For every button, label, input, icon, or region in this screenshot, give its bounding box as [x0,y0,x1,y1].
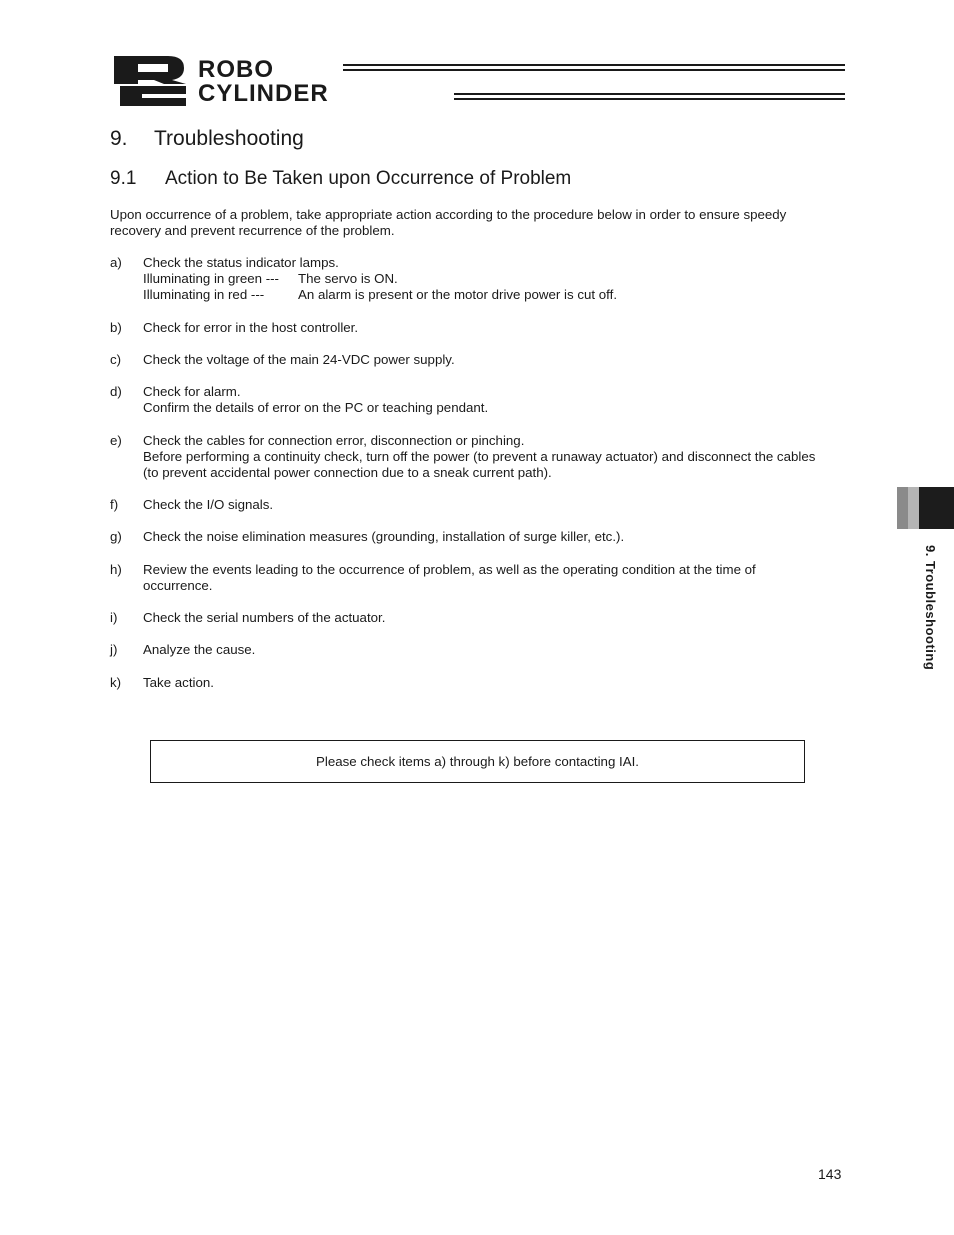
lamp-row-green [143,271,823,287]
item-text: Analyze the cause. [143,642,256,657]
item-letter: h) [110,562,122,577]
item-letter: a) [110,255,122,270]
side-tab-shade-mid [908,487,919,529]
item-letter: j) [110,642,118,657]
header-rule-bottom-1 [454,93,845,95]
item-text: Before performing a continuity check, turn off the power (to prevent a runaway actuator) and disconnect the cables (to prevent accidental power connection due to a sneak current path). [143,449,816,480]
item-text: Check the I/O signals. [143,497,274,512]
item-text: Check the serial numbers of the actuator. [143,610,386,625]
robo-cylinder-logo [112,54,846,110]
header-rule-top-1 [343,64,845,66]
lamp-label: Illuminating in green --- [143,271,279,286]
section-heading [110,127,304,151]
intro-paragraph: Upon occurrence of a problem, take appropriate action according to the procedure below in order to ensure speedy recovery and prevent recurrence of the problem. [110,207,787,238]
section-number: 9. [110,127,128,150]
item-letter: e) [110,433,122,448]
subsection-number: 9.1 [110,168,137,189]
header-rule-bottom-2 [454,98,845,100]
item-text: Take action. [143,675,214,690]
item-text: Check the status indicator lamps. [143,255,339,270]
item-letter: i) [110,610,118,625]
item-letter: f) [110,497,119,512]
item-text: Confirm the details of error on the PC or teaching pendant. [143,400,489,415]
lamp-row-red [143,287,823,303]
item-letter: b) [110,320,122,335]
item-text: Check for error in the host controller. [143,320,359,335]
logo-text-cylinder: CYLINDER [198,80,329,107]
page-number: 143 [818,1166,842,1182]
item-letter: g) [110,529,122,544]
item-letter: d) [110,384,122,399]
lamp-label: Illuminating in red --- [143,287,265,302]
lamp-value: An alarm is present or the motor drive power is cut off. [298,287,618,302]
contact-note-box: Please check items a) through k) before contacting IAI. [150,740,805,783]
item-text: Check the cables for connection error, disconnection or pinching. [143,433,525,448]
header-rule-top-2 [343,69,845,71]
subsection-title: Action to Be Taken upon Occurrence of Problem [165,168,572,189]
item-text: Review the events leading to the occurrence of problem, as well as the operating condition at the time of occurrence. [143,562,756,593]
logo-text-robo: ROBO [198,56,274,83]
subsection-heading [110,168,571,190]
section-title: Troubleshooting [154,127,304,150]
lamp-value: The servo is ON. [298,271,398,286]
item-letter: c) [110,352,122,367]
side-tab-label: 9. Troubleshooting [923,545,938,671]
item-text: Check the noise elimination measures (grounding, installation of surge killer, etc.). [143,529,625,544]
item-text: Check for alarm. [143,384,241,399]
item-text: Check the voltage of the main 24-VDC power supply. [143,352,455,367]
item-letter: k) [110,675,122,690]
rc-logo-mark [112,54,192,110]
side-tab-shade-dark [919,487,954,529]
